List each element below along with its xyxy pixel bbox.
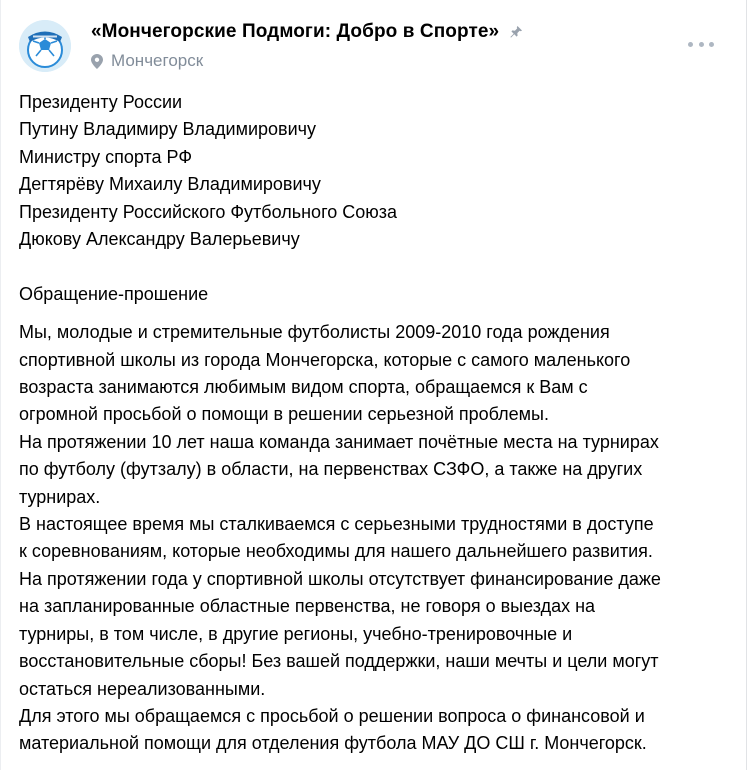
paragraph-gap [19,253,734,280]
paragraph-line: На протяжении года у спортивной школы отсутствует финансирование даже [19,568,661,589]
location-row [91,50,523,72]
post-header [19,16,746,76]
addressee-line: Министру спорта РФ [19,146,193,167]
paragraph-line: Для этого мы обращаемся с просьбой о решении вопроса о финансовой и [19,705,645,726]
addressee-line: Президенту России [19,92,183,112]
post-text [19,89,734,758]
paragraph-line: возраста занимаются любимым видом спорта, обращаемся к Вам с [19,377,588,398]
paragraph-line: остаться нереализованными. [19,678,266,699]
football-club-logo [19,20,71,72]
more-icon-dot [688,42,693,47]
title-row [91,18,523,46]
header-text [91,18,523,72]
group-avatar[interactable] [19,20,71,72]
paragraph-line: В настоящее время мы сталкиваемся с серьезными трудностями в доступе [19,514,654,535]
place-icon [91,54,103,69]
subject-line: Обращение-прошение [19,283,209,304]
paragraph-line: материальной помощи для отделения футбола МАУ ДО СШ г. Мончегорск. [19,733,647,754]
paragraph-line: спортивной школы из города Мончегорска, которые с самого маленького [19,349,631,370]
addressee-line: Дюкову Александру Валерьевичу [19,229,300,250]
addressee-line: Президенту Российского Футбольного Союза [19,201,398,222]
paragraph-line: На протяжении 10 лет наша команда занимает почётные места на турнирах [19,431,659,452]
addressee-line: Дегтярёву Михаилу Владимировичу [19,174,321,195]
paragraph-line: восстановительные сборы! Без вашей поддержки, наши мечты и цели могут [19,651,659,672]
more-icon-dot [709,42,714,47]
more-icon-dot [699,42,704,47]
paragraph-line: турнирах. [19,486,101,507]
paragraph-line: к соревнованиям, которые необходимы для нашего дальнейшего развития. [19,541,653,562]
location-text[interactable]: Мончегорск [111,51,204,70]
paragraph-line: огромной просьбой о помощи в решении серьезной проблемы. [19,404,549,425]
paragraph-line: Мы, молодые и стремительные футболисты 2009-2010 года рождения [19,322,610,343]
paragraph-line: на запланированные областные первенства, не говоря о выездах на [19,596,596,617]
pin-icon [509,25,523,39]
addressee-line: Путину Владимиру Владимировичу [19,119,317,140]
more-options-button[interactable] [688,36,714,52]
paragraph-gap [19,308,734,319]
group-title-link[interactable]: «Мончегорские Подмоги: Добро в Спорте» [91,21,500,42]
paragraph-line: турниры, в том числе, в другие регионы, учебно-тренировочные и [19,623,573,644]
paragraph-line: по футболу (футзалу) в области, на первенствах СЗФО, а также на других [19,459,643,480]
